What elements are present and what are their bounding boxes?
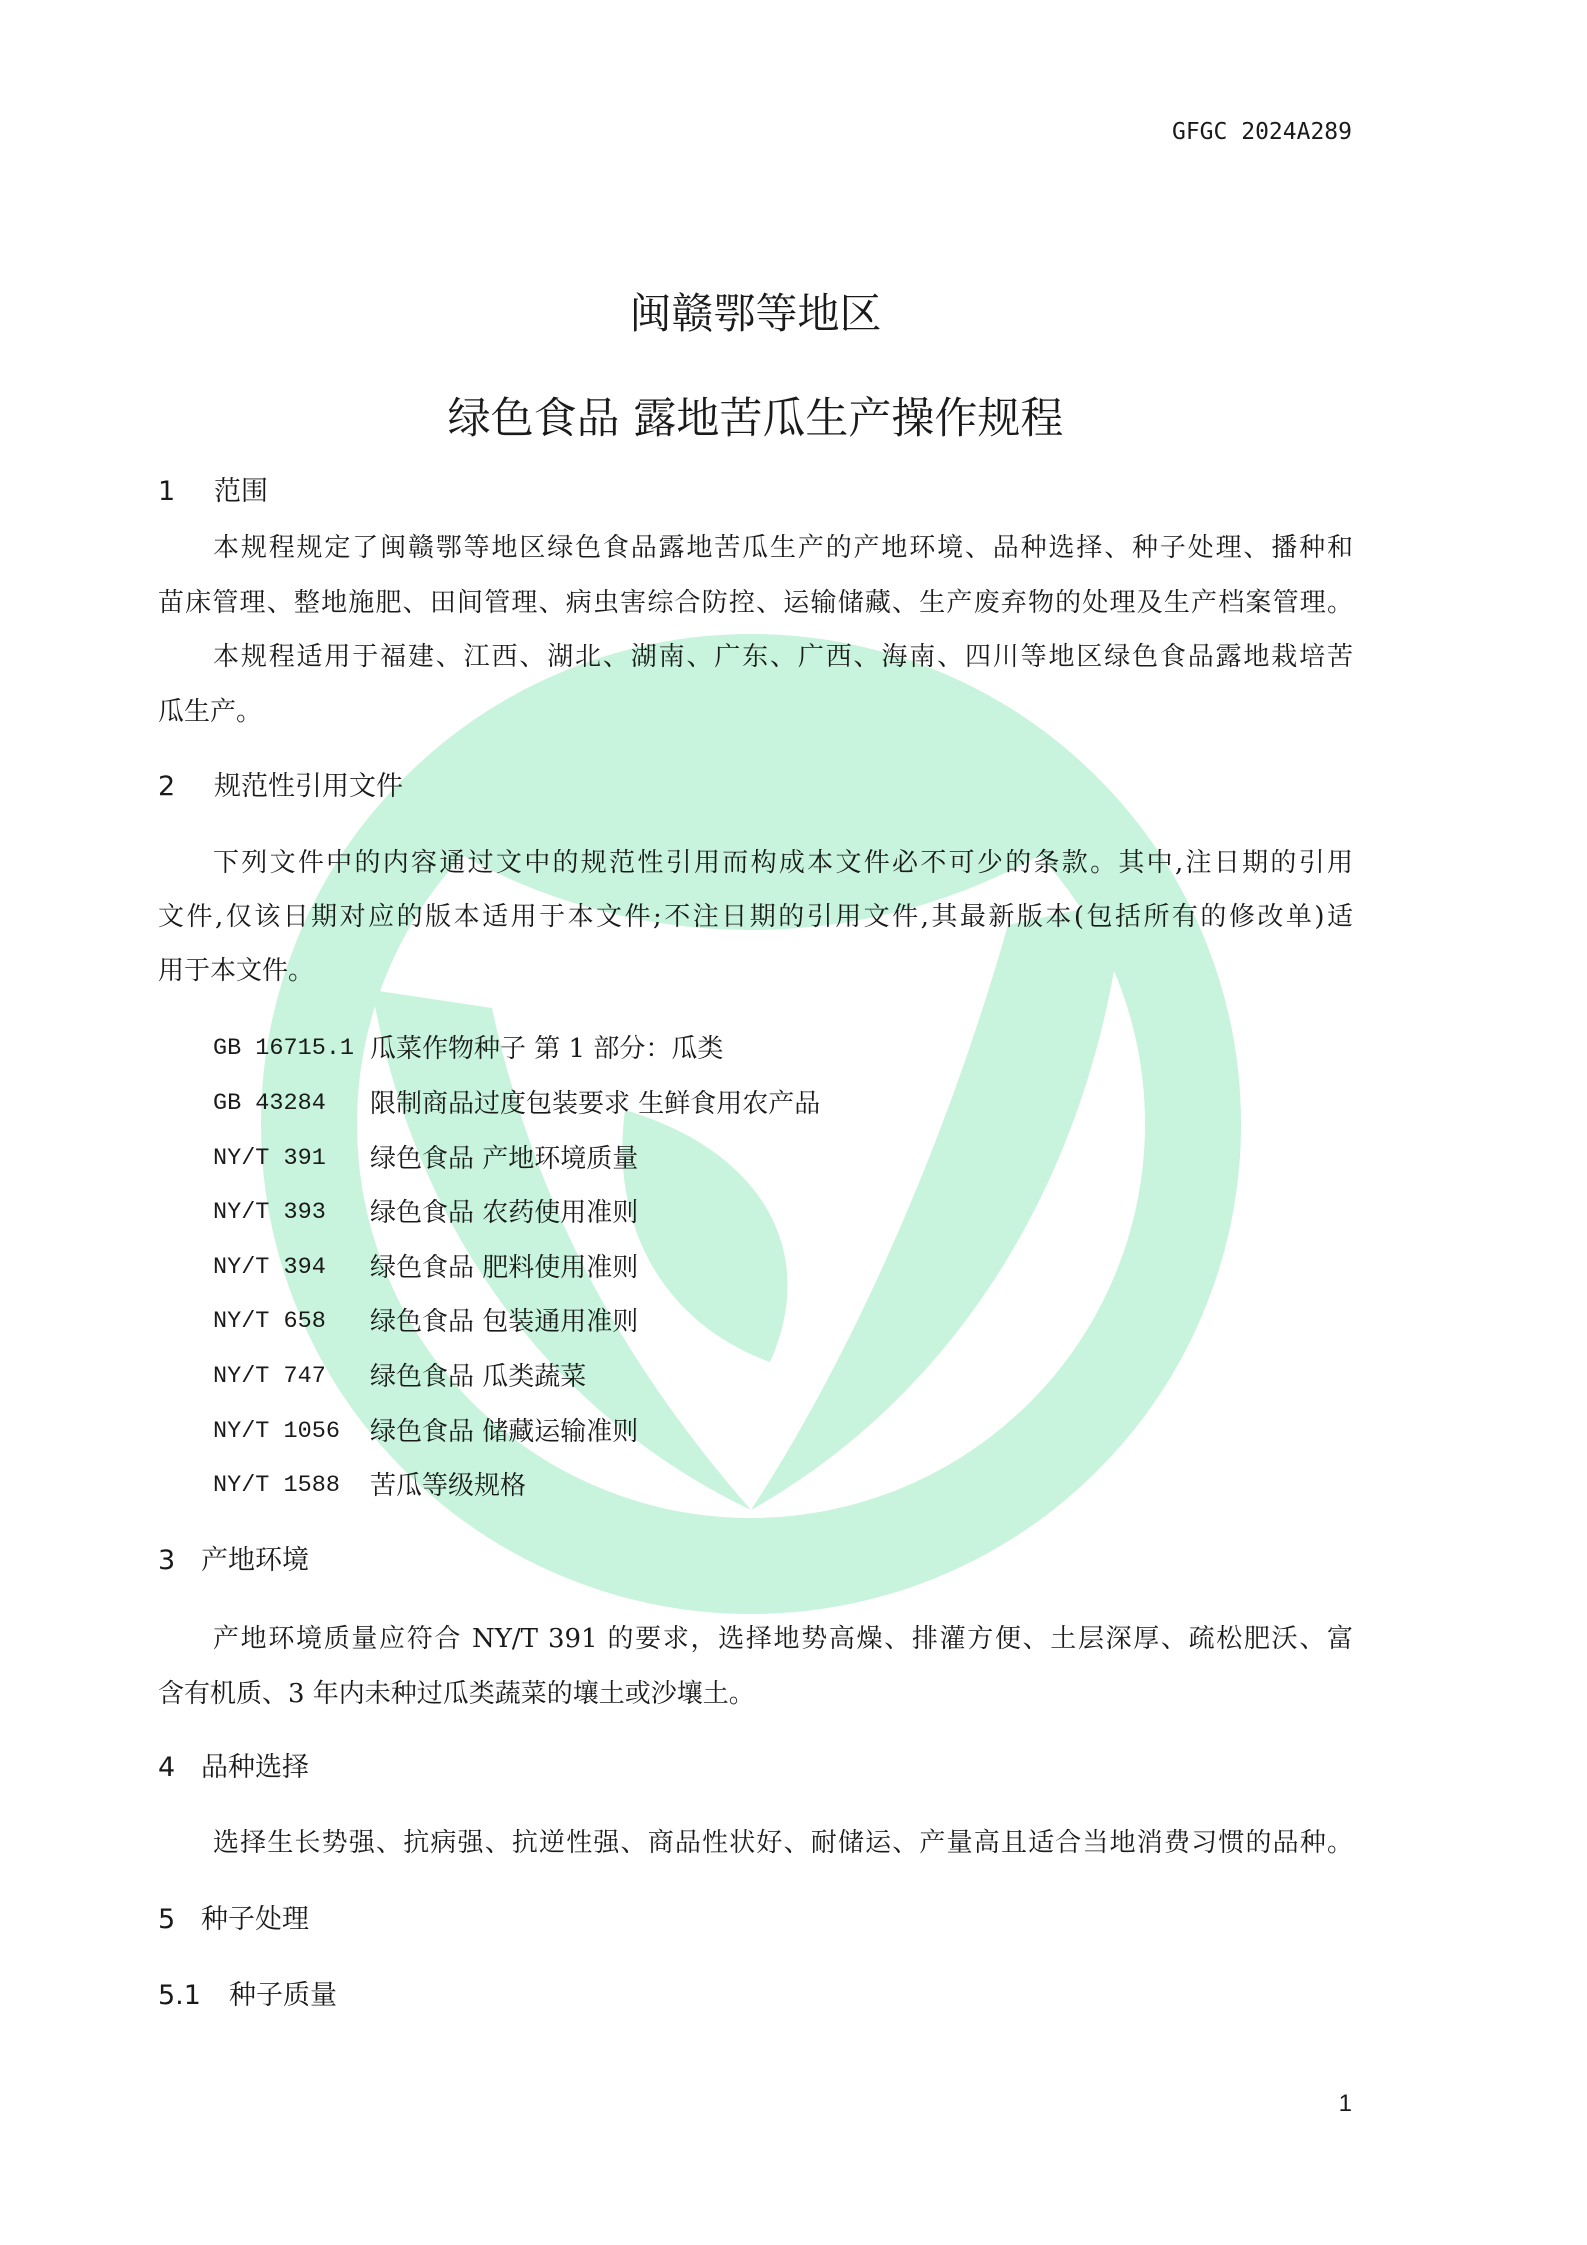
section-number: 1	[158, 476, 176, 507]
section-number: 3	[158, 1545, 176, 1576]
section-number: 4	[158, 1752, 176, 1783]
paragraph-line: 含有机质、3 年内未种过瓜类蔬菜的壤土或沙壤土。	[158, 1679, 755, 1709]
document-title-region: 闽赣鄂等地区	[629, 289, 882, 338]
reference-code: NY/T 393	[213, 1199, 326, 1226]
reference-item	[158, 1132, 1353, 1186]
reference-title: 绿色食品 瓜类蔬菜	[370, 1362, 587, 1392]
reference-code: NY/T 1588	[213, 1472, 340, 1499]
reference-code: NY/T 747	[213, 1363, 326, 1390]
page-number: 1	[1338, 2090, 1352, 2117]
section-title: 品种选择	[201, 1752, 309, 1783]
section-title: 规范性引用文件	[214, 771, 403, 802]
reference-code: NY/T 391	[213, 1145, 326, 1172]
reference-item	[158, 1022, 1353, 1076]
section-heading	[158, 465, 1353, 519]
reference-code: GB 43284	[213, 1090, 326, 1117]
reference-item	[158, 1459, 1353, 1513]
reference-item	[158, 1295, 1353, 1349]
paragraph-line: 用于本文件。	[158, 956, 315, 986]
subsection-number: 5.1	[158, 1980, 201, 2011]
subsection-heading	[158, 1969, 1353, 2023]
reference-item	[158, 1405, 1353, 1459]
reference-item	[158, 1186, 1353, 1240]
section-heading	[158, 760, 1353, 814]
reference-item	[158, 1241, 1353, 1295]
reference-code: GB 16715.1	[213, 1035, 355, 1062]
reference-title: 苦瓜等级规格	[370, 1471, 527, 1501]
section-number: 2	[158, 771, 176, 802]
paragraph-line: 本规程规定了闽赣鄂等地区绿色食品露地苦瓜生产的产地环境、品种选择、种子处理、播种和	[213, 533, 1353, 563]
paragraph-line: 选择生长势强、抗病强、抗逆性强、商品性状好、耐储运、产量高且适合当地消费习惯的品种。	[213, 1828, 1353, 1858]
reference-title: 绿色食品 肥料使用准则	[370, 1253, 639, 1283]
paragraph-line: 下列文件中的内容通过文中的规范性引用而构成本文件必不可少的条款。其中,注日期的引用	[213, 848, 1353, 878]
section-number: 5	[158, 1904, 176, 1935]
reference-code: NY/T 394	[213, 1254, 326, 1281]
reference-title: 绿色食品 储藏运输准则	[370, 1417, 639, 1447]
section-title: 范围	[214, 476, 268, 507]
section-title: 产地环境	[201, 1545, 309, 1576]
document-code: GFGC 2024A289	[1171, 119, 1352, 145]
paragraph-line: 苗床管理、整地施肥、田间管理、病虫害综合防控、运输储藏、生产废弃物的处理及生产档案管理。	[158, 588, 1353, 618]
document-title: 绿色食品 露地苦瓜生产操作规程	[447, 394, 1064, 444]
reference-title: 绿色食品 产地环境质量	[370, 1144, 639, 1174]
reference-title: 限制商品过度包装要求 生鲜食用农产品	[370, 1089, 821, 1119]
subsection-title: 种子质量	[229, 1980, 337, 2011]
reference-code: NY/T 1056	[213, 1418, 340, 1445]
reference-title: 瓜菜作物种子 第 1 部分：瓜类	[370, 1034, 724, 1064]
paragraph-line: 产地环境质量应符合 NY/T 391 的要求，选择地势高燥、排灌方便、土层深厚、疏松肥沃、富	[213, 1624, 1353, 1654]
section-heading	[158, 1741, 1353, 1795]
section-title: 种子处理	[201, 1904, 309, 1935]
reference-title: 绿色食品 农药使用准则	[370, 1198, 639, 1228]
section-heading	[158, 1893, 1353, 1947]
reference-item	[158, 1077, 1353, 1131]
reference-title: 绿色食品 包装通用准则	[370, 1307, 639, 1337]
reference-item	[158, 1350, 1353, 1404]
paragraph-line: 本规程适用于福建、江西、湖北、湖南、广东、广西、海南、四川等地区绿色食品露地栽培苦	[213, 642, 1353, 672]
paragraph-line: 瓜生产。	[158, 697, 263, 727]
reference-code: NY/T 658	[213, 1308, 326, 1335]
paragraph-line: 文件,仅该日期对应的版本适用于本文件;不注日期的引用文件,其最新版本(包括所有的修改单)适	[158, 902, 1353, 932]
section-heading	[158, 1534, 1353, 1588]
